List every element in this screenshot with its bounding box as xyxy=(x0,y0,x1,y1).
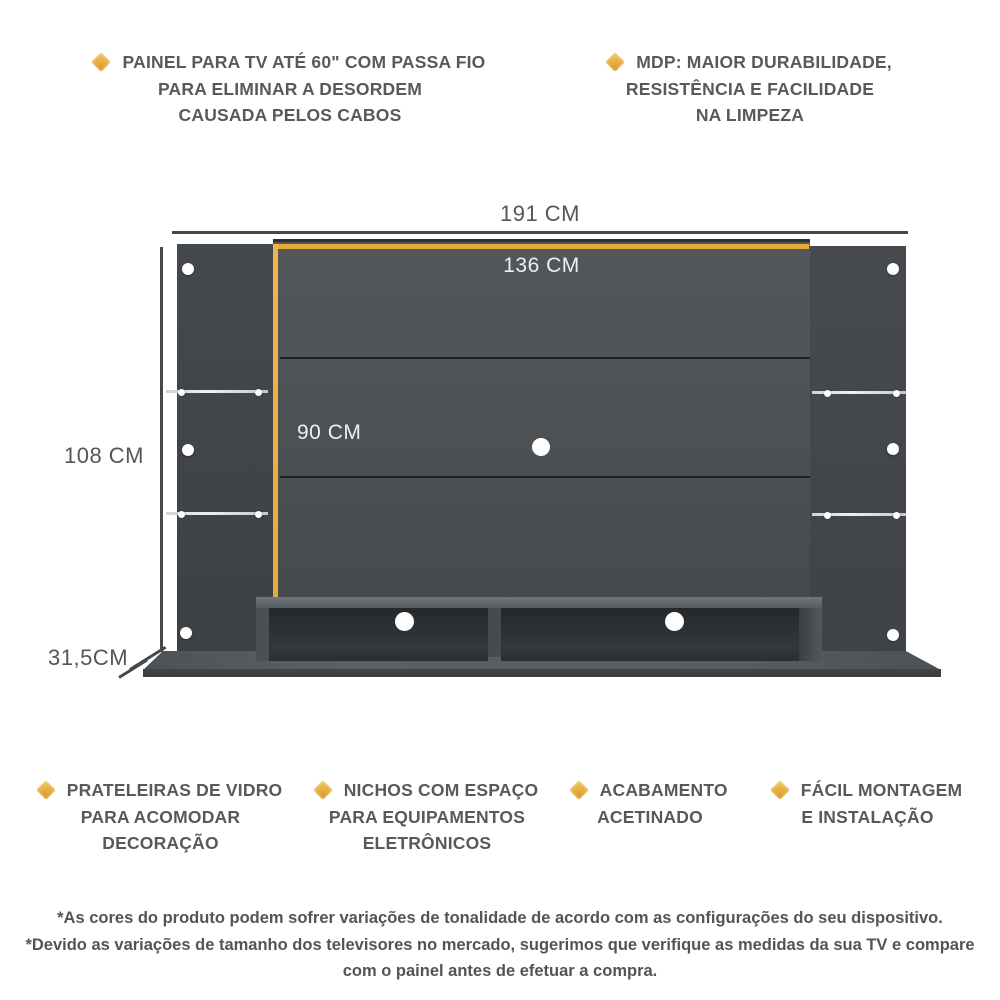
feature-text: NICHOS COM ESPAÇO xyxy=(343,780,539,800)
shelf-support-dot xyxy=(178,389,185,396)
base-shelf-front xyxy=(143,669,941,677)
width-dimension-line xyxy=(172,231,908,234)
media-shelf-top-board xyxy=(256,597,822,608)
feature-text-line: DECORAÇÃO xyxy=(102,833,219,853)
shelf-support-dot xyxy=(255,511,262,518)
cable-hole xyxy=(665,612,684,631)
shelf-support-dot xyxy=(893,512,900,519)
feature-easy-assembly xyxy=(750,777,985,830)
panel-seam xyxy=(280,357,810,359)
disclaimer-line: *Devido as variações de tamanho dos televisores no mercado, sugerimos que verifique as medidas da sua TV e compare xyxy=(25,935,975,954)
shelf-pin xyxy=(182,263,194,275)
feature-text: ACABAMENTO xyxy=(599,780,728,800)
feature-text-line: RESISTÊNCIA E FACILIDADE xyxy=(625,78,875,99)
disclaimer-line: com o painel antes de efetuar a compra. xyxy=(342,962,658,980)
depth-dimension-label: 31,5CM xyxy=(48,645,129,670)
shelf-pin xyxy=(887,629,899,641)
feature-text: PAINEL PARA TV ATÉ 60" COM PASSA FIO xyxy=(122,52,486,72)
disclaimer-line: *As cores do produto podem sofrer variações de tonalidade de acordo com as configurações do seu dispositivo. xyxy=(57,909,943,927)
shelf-pin xyxy=(180,627,192,639)
yellow-edge-left xyxy=(273,244,278,604)
niche-right xyxy=(501,608,799,661)
feature-text-line: ELETRÔNICOS xyxy=(362,833,492,853)
diamond-bullet-icon xyxy=(770,780,790,800)
shelf-support-dot xyxy=(255,389,262,396)
feature-text-line: PARA ELIMINAR A DESORDEM xyxy=(157,78,423,99)
feature-text: MDP: MAIOR DURABILIDADE, xyxy=(636,52,892,72)
inner-height-label: 90 CM xyxy=(297,421,362,444)
media-shelf xyxy=(256,597,822,661)
cable-hole xyxy=(532,438,550,456)
shelf-pin xyxy=(887,263,899,275)
disclaimer-text xyxy=(0,905,1000,985)
tv-back-panel xyxy=(273,239,810,604)
feature-text-line xyxy=(18,777,303,804)
shelf-support-dot xyxy=(824,390,831,397)
width-dimension-label: 191 CM xyxy=(499,201,581,226)
feature-text-line: ACETINADO xyxy=(597,806,703,827)
feature-text-line: NA LIMPEZA xyxy=(695,105,805,125)
feature-equipment-niches xyxy=(297,777,557,857)
glass-shelf xyxy=(166,512,268,516)
shelf-support-dot xyxy=(824,512,831,519)
feature-text-line: CAUSADA PELOS CABOS xyxy=(178,105,402,125)
feature-text-line: PARA EQUIPAMENTOS xyxy=(328,806,526,827)
height-dimension-label: 108 CM xyxy=(63,443,145,468)
media-shelf-right-wall xyxy=(799,608,822,661)
diamond-bullet-icon xyxy=(569,780,589,800)
diamond-bullet-icon xyxy=(313,780,333,800)
feature-text: PRATELEIRAS DE VIDRO xyxy=(66,780,283,800)
diamond-bullet-icon xyxy=(36,780,56,800)
media-shelf-left-wall xyxy=(256,608,269,661)
feature-text-line: PARA ACOMODAR xyxy=(80,806,241,827)
feature-satin-finish xyxy=(556,777,744,830)
feature-text: FÁCIL MONTAGEM xyxy=(800,780,963,800)
glass-shelf xyxy=(812,391,906,395)
feature-text-line xyxy=(297,777,557,804)
feature-text-line xyxy=(750,777,985,804)
height-dimension-line xyxy=(160,247,163,652)
yellow-edge-top xyxy=(276,244,809,249)
shelf-support-dot xyxy=(893,390,900,397)
shelf-divider xyxy=(488,608,501,657)
niche-left xyxy=(269,608,488,661)
shelf-pin xyxy=(887,443,899,455)
glass-shelf xyxy=(166,390,268,394)
glass-shelf xyxy=(812,513,906,517)
feature-text-line: E INSTALAÇÃO xyxy=(801,806,934,827)
feature-glass-shelves xyxy=(18,777,303,857)
inner-width-label: 136 CM xyxy=(503,254,580,277)
shelf-support-dot xyxy=(178,511,185,518)
cable-hole xyxy=(395,612,414,631)
panel-seam xyxy=(280,476,810,478)
shelf-pin xyxy=(182,444,194,456)
feature-text-line xyxy=(556,777,744,804)
